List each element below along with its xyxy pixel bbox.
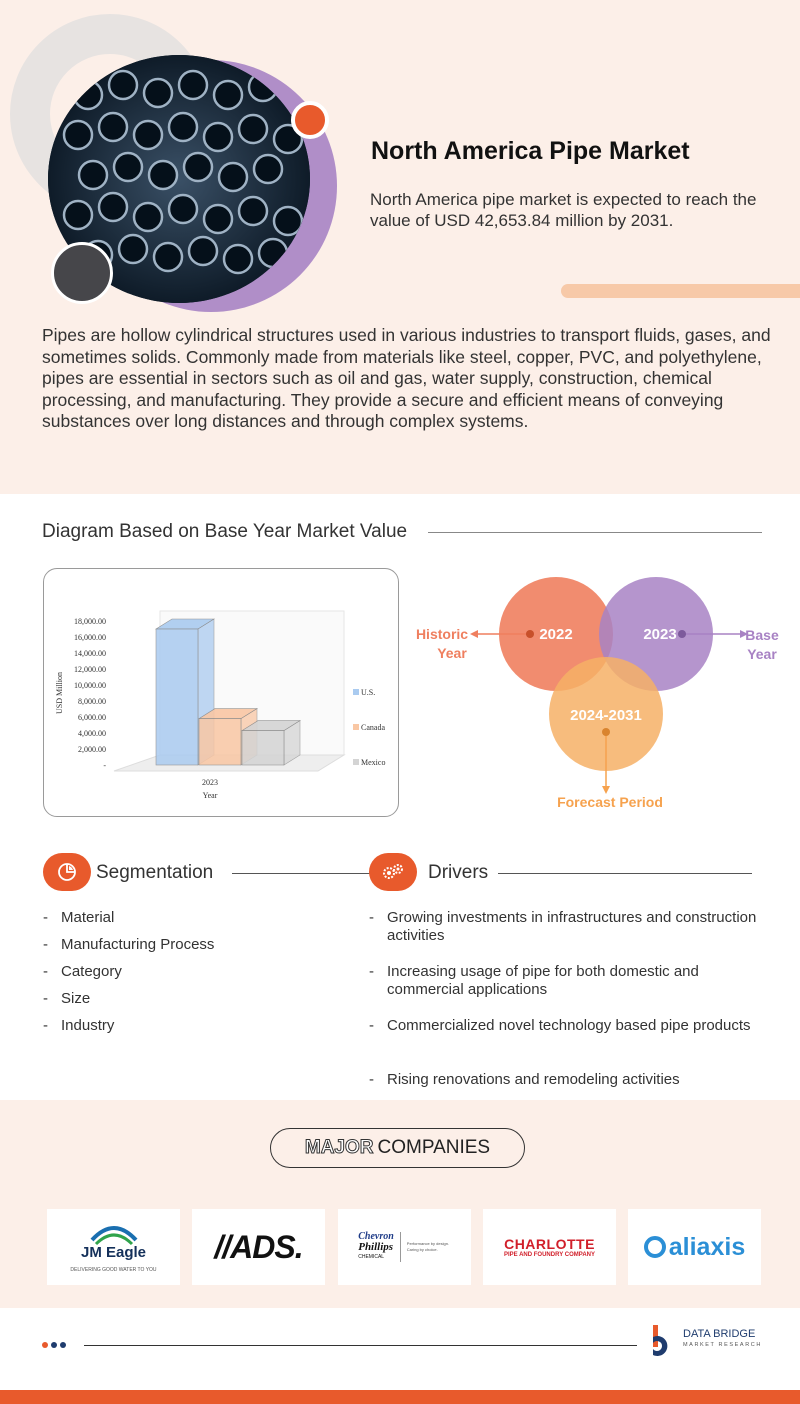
decor-stripe <box>561 284 800 298</box>
legend-label-1: Canada <box>361 723 385 732</box>
logo-aliaxis <box>628 1209 761 1285</box>
market-description: Pipes are hollow cylindrical structures used in various industries to transport fluids, gases, and sometimes solids. Commonly made from materials like steel, copper, PVC, and polyethylene, pipes are essential in sectors such as oil and gas, water supply, construction, chemical processing, and manufacturing. They provide a secure and efficient means of conveying substances over long distances and through complex systems. <box>42 325 771 431</box>
drivers-list <box>369 909 759 1091</box>
historic-label-line1: Historic <box>415 626 469 642</box>
list-item: - Manufacturing Process <box>43 936 343 963</box>
chemical-name: CHEMICAL <box>358 1254 385 1260</box>
pie-chart-icon <box>43 853 91 891</box>
y-tick-label: 8,000.00 <box>78 697 106 706</box>
y-tick-label: 12,000.00 <box>74 665 106 674</box>
aliaxis-ring-icon <box>644 1236 666 1258</box>
market-chart-card <box>43 568 399 817</box>
decor-orange-dot <box>291 101 329 139</box>
base-label-line2: Year <box>747 646 777 662</box>
bar-1 <box>199 719 241 765</box>
footer-brand-line2: MARKET RESEARCH <box>683 1342 762 1348</box>
chevron-tagline: Performance by design. Caring by choice. <box>406 1241 450 1252</box>
base-label-line1: Base <box>745 627 779 643</box>
y-tick-label: 16,000.00 <box>74 633 106 642</box>
list-item: - Size <box>43 990 343 1017</box>
y-tick-label: - <box>103 761 106 770</box>
list-item: - Increasing usage of pipe for both domestic and commercial applications <box>369 963 759 1017</box>
diagram-section-title: Diagram Based on Base Year Market Value <box>42 521 408 542</box>
list-item: - Rising renovations and remodeling activities <box>369 1071 759 1091</box>
decor-grey-dot <box>51 242 113 304</box>
drivers-title: Drivers <box>428 862 489 883</box>
companies-heading-outline: MAJOR <box>304 1137 374 1158</box>
gears-icon <box>369 853 417 891</box>
bar-0 <box>156 629 198 765</box>
y-tick-label: 18,000.00 <box>74 617 106 626</box>
legend-swatch-2 <box>353 759 359 765</box>
logo-charlotte <box>483 1209 616 1285</box>
y-tick-label: 2,000.00 <box>78 745 106 754</box>
legend-swatch-0 <box>353 689 359 695</box>
bar-2 <box>242 731 284 765</box>
list-item: - Material <box>43 909 343 936</box>
list-item: - Commercialized novel technology based pipe products <box>369 1017 759 1071</box>
footer-brand-line1: DATA BRIDGE <box>683 1328 756 1340</box>
forecast-label: Forecast Period <box>557 794 663 810</box>
charlotte-tagline: PIPE AND FOUNDRY COMPANY <box>503 1252 595 1258</box>
hero-section <box>0 0 800 494</box>
chevron-name: Chevron <box>358 1231 394 1242</box>
timeline-venn <box>410 570 800 820</box>
y-tick-label: 10,000.00 <box>74 681 106 690</box>
charlotte-name: CHARLOTTE <box>504 1236 595 1252</box>
bar-chart <box>44 569 400 818</box>
historic-label-line2: Year <box>437 645 467 661</box>
y-axis-label: USD Million <box>55 671 64 715</box>
list-item: - Industry <box>43 1017 343 1044</box>
logo-chevron-phillips <box>338 1209 471 1285</box>
y-tick-label: 14,000.00 <box>74 649 106 658</box>
venn-historic-year: 2022 <box>539 626 573 643</box>
x-tick-label: 2023 <box>202 778 218 787</box>
y-tick-label: 4,000.00 <box>78 729 106 738</box>
chevron-phillips-mark <box>358 1232 401 1262</box>
diagram-title-rule <box>428 532 762 533</box>
segmentation-rule <box>232 873 372 874</box>
market-summary: North America pipe market is expected to reach the value of USD 42,653.84 million by 2031. <box>370 190 757 230</box>
logo-ads <box>192 1209 325 1285</box>
segmentation-title: Segmentation <box>96 862 214 883</box>
legend-swatch-1 <box>353 724 359 730</box>
logo-jm-eagle <box>47 1209 180 1285</box>
legend-label-0: U.S. <box>361 688 376 697</box>
drivers-rule <box>498 873 752 874</box>
footer-rule <box>84 1345 637 1346</box>
page-title: North America Pipe Market <box>371 137 690 165</box>
venn-forecast-period: 2024-2031 <box>570 707 642 724</box>
list-item: - Growing investments in infrastructures and construction activities <box>369 909 759 963</box>
footer-bar <box>0 1390 800 1404</box>
jm-eagle-name: JM Eagle <box>80 1243 147 1261</box>
ads-name: //ADS. <box>214 1228 303 1265</box>
y-tick-label: 6,000.00 <box>78 713 106 722</box>
companies-heading-solid: COMPANIES <box>377 1137 491 1158</box>
venn-base-year: 2023 <box>643 626 677 643</box>
list-item: - Category <box>43 963 343 990</box>
footer-logo <box>649 1323 762 1357</box>
phillips-name: Phillips <box>358 1241 394 1253</box>
x-axis-label: Year <box>202 791 218 800</box>
aliaxis-name: aliaxis <box>668 1232 746 1261</box>
databridge-logo-icon <box>649 1323 679 1357</box>
footer-dots <box>42 1342 66 1348</box>
legend-label-2: Mexico <box>361 758 386 767</box>
segmentation-list <box>43 909 343 1044</box>
jm-eagle-tagline: DELIVERING GOOD WATER TO YOU <box>70 1266 157 1273</box>
companies-heading <box>270 1128 525 1168</box>
